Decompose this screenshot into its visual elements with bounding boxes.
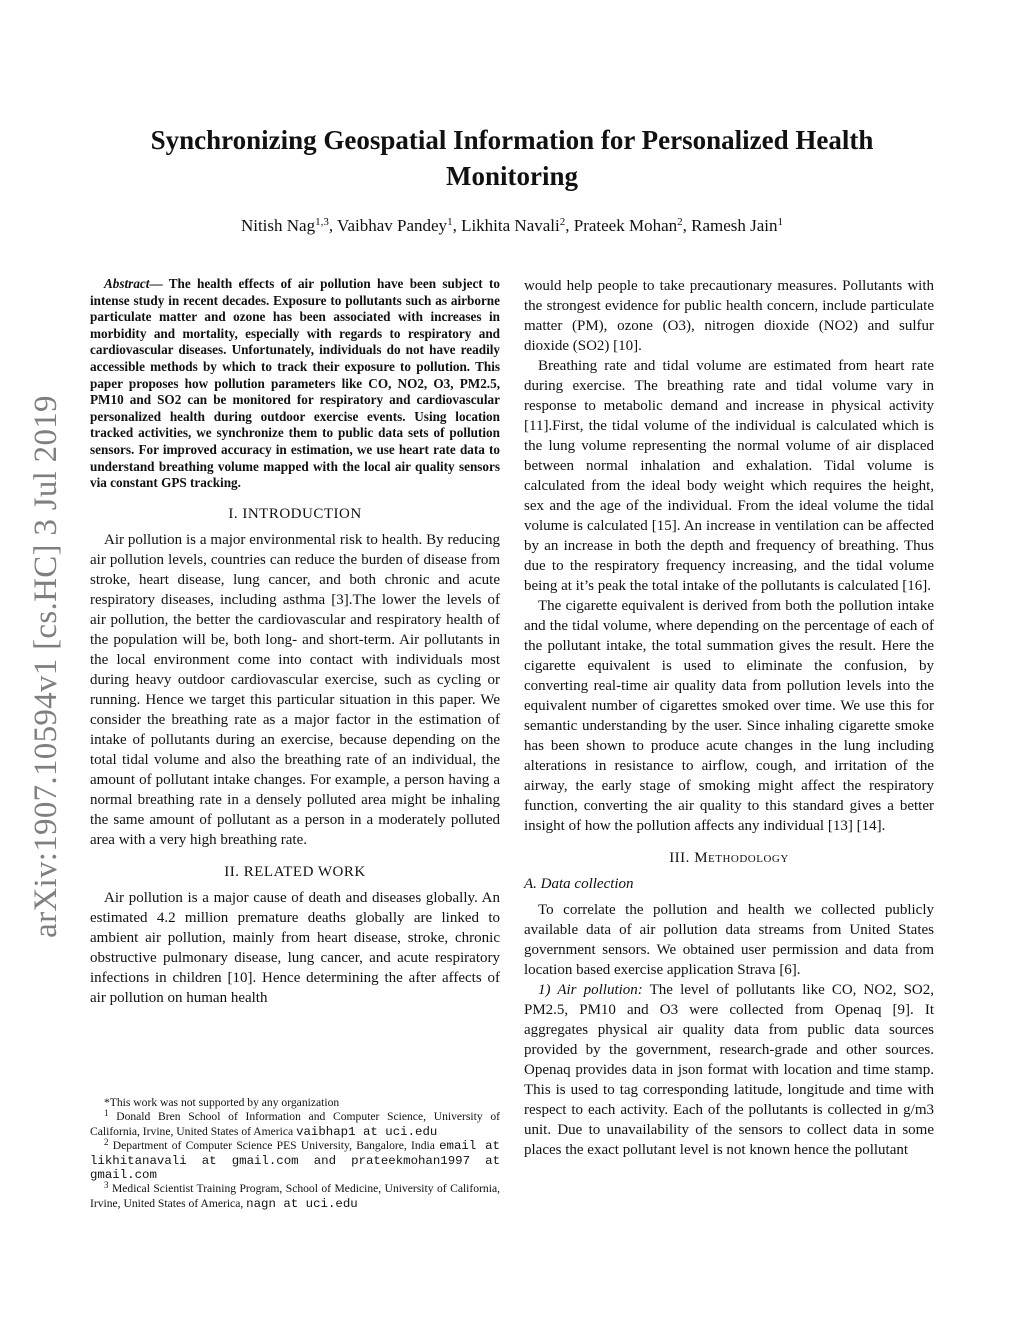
related-work-paragraph: Air pollution is a major cause of death and diseases globally. An estimated 4.2 million premature deaths globally are linked to ambient air pollution, mainly from heart disease, stroke, chronic obstructive pulmonary disease, lung cancer, and acute respiratory infections in children [10]. Hence determining the after affects of air pollution on human health xyxy=(90,889,500,1006)
paper-title: Synchronizing Geospatial Information for Personalized Health Monitoring xyxy=(150,125,874,191)
author-name: Ramesh Jain xyxy=(691,216,778,235)
footnote-email: vaibhap1 at uci.edu xyxy=(296,1124,438,1139)
author-name: Prateek Mohan xyxy=(573,216,678,235)
author-name: Vaibhav Pandey xyxy=(337,216,448,235)
author-separator: , xyxy=(452,216,462,235)
footnote-email: email at likhitanavali at gmail.com and prateekmohan1997 at gmail.com xyxy=(90,1139,500,1183)
section-title: INTRODUCTION xyxy=(242,505,362,522)
abstract xyxy=(90,276,500,492)
footnote-mark: 1 xyxy=(104,1108,109,1119)
footnote-email: nagn at uci.edu xyxy=(246,1196,358,1211)
section-title: RELATED WORK xyxy=(243,863,366,880)
footnote-affiliation-2 xyxy=(90,1139,500,1182)
footnote-funding: *This work was not supported by any organization xyxy=(104,1096,340,1109)
author-separator: , xyxy=(682,216,692,235)
section-heading-introduction xyxy=(90,504,500,524)
footnote-text: Donald Bren School of Information and Computer Science, University of California, Irvine, United States of America xyxy=(90,1110,500,1138)
section-number: I. xyxy=(228,505,239,522)
footnote-affiliation-1 xyxy=(90,1110,500,1139)
abstract-text: — The health effects of air pollution have been subject to intense study in recent decades. Exposure to pollutants such as airborne particulate matter and ozone has been associated with increases in morbidity and mortality, especially with regards to respiratory and cardiovascular diseases. Unfortunately, individuals do not have readily accessible methods by which to track their exposure to pollution. This paper proposes how pollution parameters like CO, NO2, O3, PM2.5, PM10 and SO2 can be monitored for respiratory and cardiovascular personalized health during outdoor exercise events. Using location tracked activities, we synchronize them to public data sets of pollution sensors. For improved accuracy in estimation, we use heart rate data to understand breathing volume mapped with the local air quality sensors via constant GPS tracking. xyxy=(90,276,500,491)
left-column xyxy=(90,276,500,1008)
footnote-text: Department of Computer Science PES University, Bangalore, India xyxy=(108,1139,440,1153)
author-list xyxy=(90,214,934,238)
author-separator: , xyxy=(328,216,338,235)
section-title: Methodology xyxy=(694,850,789,866)
data-collection-paragraph: To correlate the pollution and health we collected publicly available data of air pollution data streams from United States government sensors. We obtained user permission and data from location based exercise application Strava [6]. xyxy=(524,902,934,978)
breathing-rate-paragraph: Breathing rate and tidal volume are estimated from heart rate during exercise. The breathing rate and tidal volume vary in response to metabolic demand and increase in physical activity [11].First, the tidal volume of the individual is calculated which is the lung volume representing the normal volume of air displaced between normal inhalation and exhalation. Tidal volume is calculated from the ideal body weight which requires the height, sex and the age of the individual. From the ideal volume the tidal volume is calculated [15]. An increase in ventilation can be affected by an increase in both the depth and frequency of breathing. Thus due to the respiratory frequency increasing, and the tidal volume being at it’s peak the total intake of the pollutants is calculated [16]. xyxy=(524,358,934,594)
cigarette-equivalent-paragraph: The cigarette equivalent is derived from both the pollution intake and the tidal volume, where depending on the percentage of each of the pollutant intake, the total summation gives the result. Here the cigarette equivalent is used to eliminate the confusion, by converting real-time air quality data from pollution levels into the equivalent number of cigarettes smoked over time. We use this for semantic understanding by the user. Since inhaling cigarette smoke has been shown to produce acute changes in the lung including alterations in resistance to airflow, cough, and irritation of the airway, the early stage of smoking might affect the respiratory function, converting the air quality to this standard gives a better insight of how the pollution affects any individual [13] [14]. xyxy=(524,598,934,834)
section-heading-methodology xyxy=(524,848,934,868)
abstract-label: Abstract xyxy=(104,276,150,291)
section-number: III. xyxy=(669,850,690,866)
footnote-mark: 2 xyxy=(104,1137,109,1148)
subsection-heading-data-collection: A. Data collection xyxy=(524,876,634,892)
author-name: Likhita Navali xyxy=(461,216,560,235)
related-work-continued: would help people to take precautionary measures. Pollutants with the strongest evidence for public health concern, include particulate matter (PM), ozone (O3), nitrogen dioxide (NO2) and sulfur dioxide (SO2) [10]. xyxy=(524,278,934,354)
arxiv-identifier xyxy=(26,372,66,960)
author-affiliation: 2 xyxy=(559,216,566,228)
author-name: Nitish Nag xyxy=(240,216,316,235)
author-affiliation: 1 xyxy=(447,216,453,228)
paragraph-label: 1) Air pollution: xyxy=(538,982,643,998)
footnote-mark: 3 xyxy=(104,1180,109,1191)
footnotes xyxy=(90,1096,500,1211)
section-heading-related-work xyxy=(90,862,500,882)
author-affiliation: 1,3 xyxy=(315,216,329,228)
intro-paragraph: Air pollution is a major environmental risk to health. By reducing air pollution levels, countries can reduce the burden of disease from stroke, heart disease, lung cancer, and both chronic and acute respiratory diseases, including asthma [3].The lower the levels of air pollution, the better the cardiovascular and respiratory health of the population will be, both long- and short-term. Air pollutants in the local environment come into contact with individuals most during heavy outdoor cardiovascular exercise, such as cycling or running. Hence we target this particular situation in this paper. We consider the breathing rate as a major factor in the estimation of intake of pollutants during an exercise, because depending on the total tidal volume and also the breathing rate of an individual, the amount of pollutant intake changes. For example, a person having a normal breathing rate in a densely polluted area might be inhaling the same amount of pollutant as a person in a moderately polluted area with a very high breathing rate. xyxy=(90,531,500,848)
right-column xyxy=(524,276,934,1160)
footnote-affiliation-3 xyxy=(90,1182,500,1211)
section-number: II. xyxy=(224,863,240,880)
author-affiliation: 2 xyxy=(677,216,683,228)
author-separator: , xyxy=(565,216,574,235)
footnote-text: Medical Scientist Training Program, School of Medicine, University of California, Irvine, United States of America, xyxy=(90,1182,500,1210)
air-pollution-paragraph xyxy=(524,980,934,1160)
author-affiliation: 1 xyxy=(777,216,784,228)
arxiv-identifier-text: arXiv:1907.10594v1 [cs.HC] 3 Jul 2019 xyxy=(27,394,64,938)
paragraph-text: The level of pollutants like CO, NO2, SO2, PM2.5, PM10 and O3 were collected from Openaq [9]. It aggregates physical air quality data from public data sources provided by the government, research-grade and other sources. Openaq provides data in json format with location and time stamp. This is used to tag corresponding latitude, longitude and time with respect to each activity. Each of the pollutants is collected in g/m3 unit. Due to unavailability of the sensors to collect data in some places the exact pollutant level is not known hence the pollutant xyxy=(524,982,935,1158)
